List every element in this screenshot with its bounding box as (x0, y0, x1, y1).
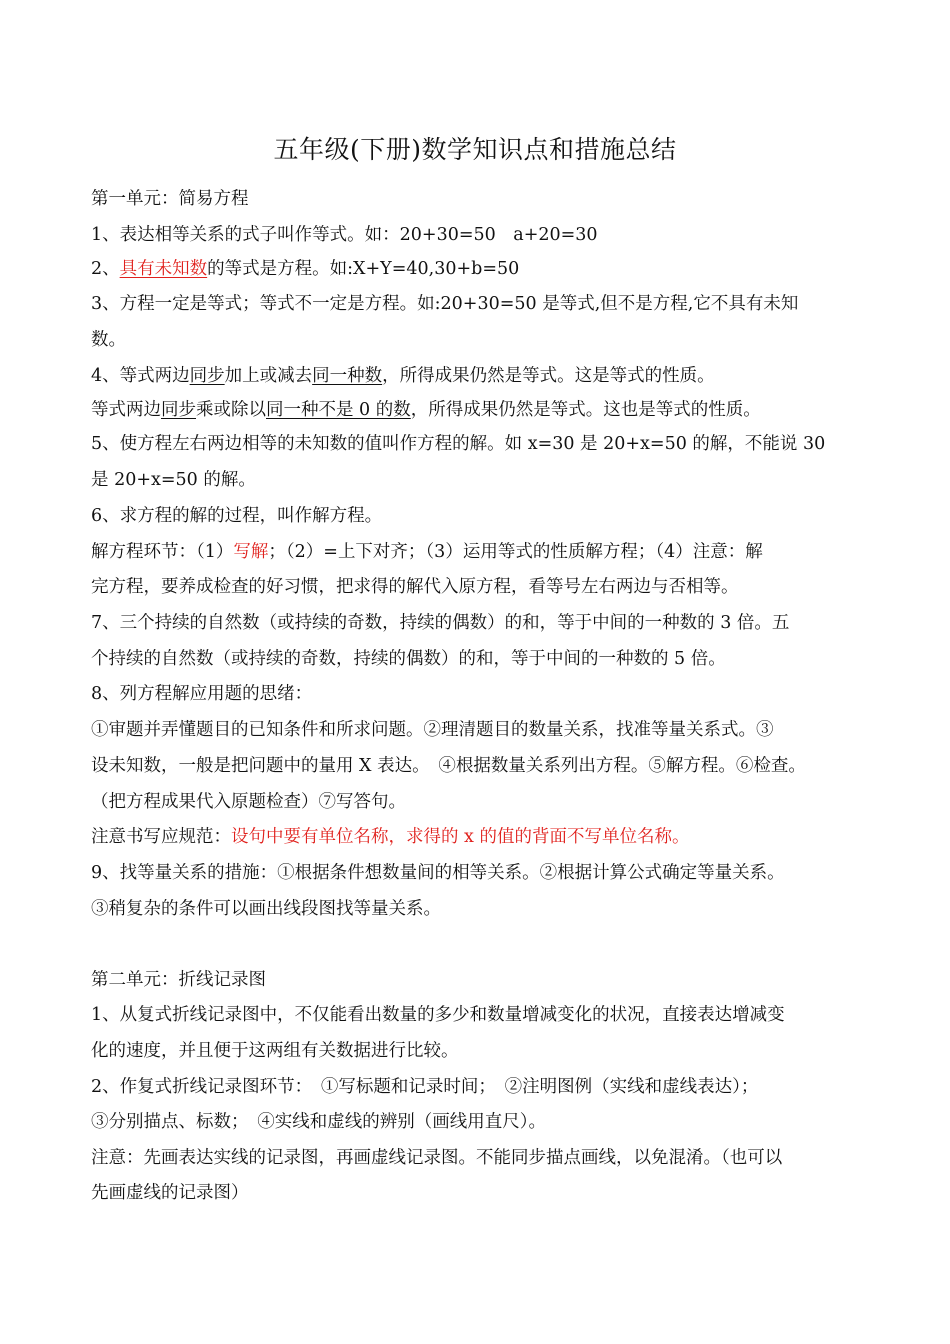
unit2-note-a: 注意：先画表达实线的记录图，再画虚线记录图。不能同步描点画线，以免混淆。（也可以 (91, 1148, 783, 1168)
unit1-line-9a: 9、找等量关系的措施：①根据条件想数量间的相等关系。②根据计算公式确定等量关系。 (91, 863, 785, 883)
unit1-line-6: 6、求方程的解的过程，叫作解方程。 (91, 506, 383, 526)
text-span: 2、 (91, 259, 120, 279)
text-span: 解方程环节：（1） (91, 542, 234, 562)
text-span: 注意书写应规范： (91, 827, 231, 847)
unit1-line-8c: （把方程成果代入原题检查）⑦写答句。 (91, 792, 406, 812)
unit2-line-1b: 化的速度，并且便于这两组有关数据进行比较。 (91, 1041, 459, 1061)
unit1-line-4b (91, 398, 871, 422)
unit1-line-3a: 3、方程一定是等式；等式不一定是方程。如:20+30=50 是等式,但不是方程,它不具有未知 (91, 294, 799, 314)
highlight-text: 具有未知数 (119, 259, 208, 279)
unit2-line-2a: 2、作复式折线记录图环节： ①写标题和记录时间； ②注明图例（实线和虚线表达）； (91, 1077, 759, 1097)
unit1-line-8: 8、列方程解应用题的思绪： (91, 684, 313, 704)
unit1-line-1: 1、表达相等关系的式子叫作等式。如：20+30=50 a+20=30 (91, 225, 598, 245)
unit1-line-9b: ③稍复杂的条件可以画出线段图找等量关系。 (91, 899, 441, 919)
unit2-heading: 第二单元：折线记录图 (91, 970, 266, 990)
unit2-line-2b: ③分别描点、标数； ④实线和虚线的辨别（画线用直尺）。 (91, 1112, 546, 1132)
unit1-steps-1 (91, 540, 871, 564)
unit1-line-7b: 个持续的自然数（或持续的奇数，持续的偶数）的和，等于中间的一种数的 5 倍。 (91, 649, 726, 669)
unit1-line-8b: 设未知数，一般是把问题中的量用 X 表达。 ④根据数量关系列出方程。⑤解方程。⑥检查。 (91, 756, 806, 776)
text-span: 乘或除以 (196, 400, 266, 420)
text-span: ，所得成果仍然是等式。这也是等式的性质。 (410, 400, 761, 420)
text-span: 加上或减去 (224, 366, 313, 386)
unit1-heading: 第一单元：简易方程 (91, 189, 249, 209)
unit1-line-8a: ①审题并弄懂题目的已知条件和所求问题。②理清题目的数量关系，找准等量关系式。③ (91, 720, 774, 740)
underlined-text: 同步 (189, 366, 225, 386)
unit1-line-2 (91, 257, 871, 281)
unit2-note-b: 先画虚线的记录图） (91, 1183, 249, 1203)
text-span: 4、等式两边 (91, 366, 190, 386)
underlined-text: 同步 (161, 400, 196, 420)
text-span: ；（2）=上下对齐；（3）运用等式的性质解方程；（4）注意：解 (268, 542, 763, 562)
unit1-line-5b: 是 20+x=50 的解。 (91, 470, 256, 490)
text-span: ，所得成果仍然是等式。这是等式的性质。 (382, 366, 715, 386)
underlined-text: 同一种不是 0 的数 (266, 400, 411, 420)
unit1-line-7a: 7、三个持续的自然数（或持续的奇数，持续的偶数）的和，等于中间的一种数的 3 倍。五 (91, 613, 790, 633)
unit1-line-4a (91, 364, 871, 388)
unit2-line-1a: 1、从复式折线记录图中，不仅能看出数量的多少和数量增减变化的状况，直接表达增减变 (91, 1005, 785, 1025)
text-span: 的等式是方程。如:X+Y=40,30+b=50 (207, 259, 520, 279)
unit1-line-5a: 5、使方程左右两边相等的未知数的值叫作方程的解。如 x=30 是 20+x=50 的解，不能说 30 (91, 434, 826, 454)
unit1-steps-2: 完方程，要养成检查的好习惯，把求得的解代入原方程，看等号左右两边与否相等。 (91, 577, 739, 597)
text-span: 等式两边 (91, 400, 161, 420)
highlight-text: 设句中要有单位名称，求得的 x 的值的背面不写单位名称。 (231, 827, 690, 847)
underlined-text: 同一种数 (312, 366, 383, 386)
highlight-text: 写解 (233, 542, 269, 562)
unit1-line-3b: 数。 (91, 330, 126, 350)
unit1-note (91, 825, 871, 849)
page-title: 五年级(下册)数学知识点和措施总结 (273, 135, 677, 164)
